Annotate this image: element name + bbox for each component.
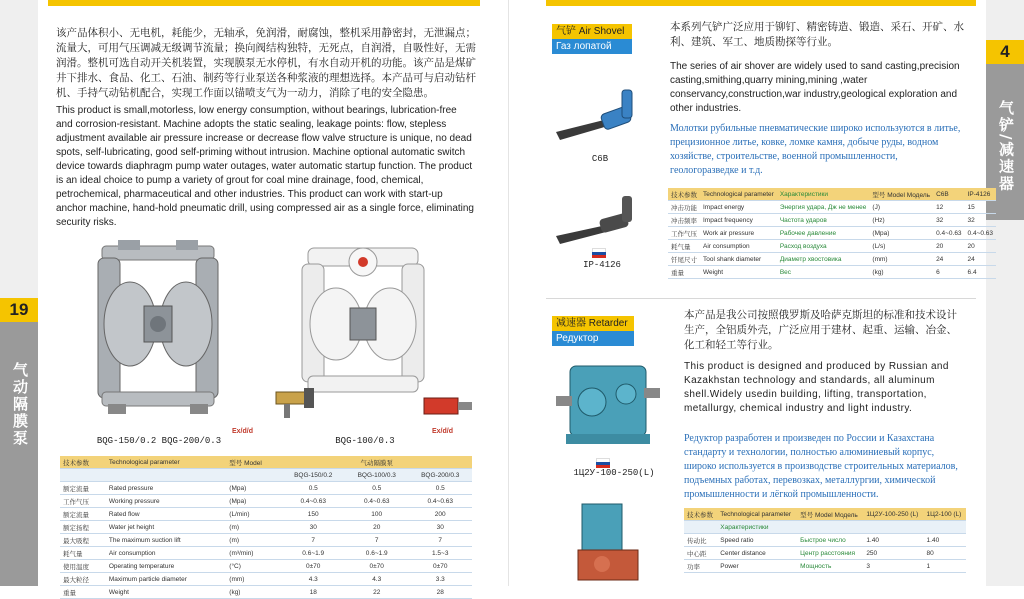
table-row: 传动比 Speed ratio Быстрое число 1.40 1.40 — [684, 534, 966, 547]
table-header-cell: Характеристики — [777, 188, 870, 201]
spine-divider — [508, 0, 509, 586]
table-row: 额定流量 Rated flow (L/min) 150 100 200 — [60, 508, 472, 521]
retarder-cn-text: 本产品是我公司按照俄罗斯及哈萨克斯坦的标准和技术设计生产，全铝质外壳，广泛应用于建材、起重、运输、冶金、化工和轻工等行业。 — [684, 309, 957, 351]
table-row: 重量 Weight Вес (kg) 6 6.4 — [668, 266, 996, 279]
table-row: 最大吸程 The maximum suction lift (m) 7 7 7 — [60, 534, 472, 547]
table-row: 功率 Power Мощность 3 1 — [684, 560, 966, 573]
table-row: 耗气量 Air consumption (m³/min) 0.6~1.9 0.6~1.9 1.5~3 — [60, 547, 472, 560]
table-header-cell: BQG-100/0.3 — [345, 469, 409, 482]
table-row: 中心距 Center distance Центр расстояния 250 80 — [684, 547, 966, 560]
table-row: 钎尾尺寸 Tool shank diameter Диаметр хвостовика (mm) 24 24 — [668, 253, 996, 266]
table-row: 重量 Weight (kg) 18 22 28 — [60, 586, 472, 599]
left-top-bar — [48, 0, 480, 6]
retarder-spec-table — [684, 508, 966, 586]
table-header-cell: 技术参数 — [60, 456, 106, 469]
table-header-cell: 型号 Model — [226, 456, 281, 469]
table-row: 工作气压 Working pressure (Mpa) 0.4~0.63 0.4~0.63 0.4~0.63 — [60, 495, 472, 508]
retarder-ru-text: Редуктор разработен и произведен по России и Казахстана стандарту и технологии, полностью алюминиевый корпус, широко используется в производстве строительных материалов, подъемных работах, перевозках, металлургии, химической промышленности и лёгкой промышленности. — [684, 433, 958, 500]
table-row: 冲击功能 Impact energy Энергия удара, Дж не менее (J) 12 15 — [668, 201, 996, 214]
table-header-cell: Technological parameter — [717, 508, 797, 521]
table-row: 额定扬程 Water jet height (m) 30 20 30 — [60, 521, 472, 534]
table-row: 额定流量 Rated pressure (Mpa) 0.5 0.5 0.5 — [60, 482, 472, 495]
table-header-cell: BQG-150/0.2 — [281, 469, 345, 482]
table-row: 使用温度 Operating temperature (°C) 0±70 0±70 0±70 — [60, 560, 472, 573]
air-shovel-c6b-image — [552, 84, 648, 146]
metal-pump-caption: BQG-150/0.2 BQG-200/0.3 — [96, 436, 222, 446]
right-page-number: 4 — [986, 40, 1024, 64]
c6b-caption: C6B — [591, 154, 609, 164]
table-header-cell: BQG-200/0.3 — [408, 469, 472, 482]
retarder-tag: 减速器 Retarder Редуктор — [552, 316, 634, 346]
left-page-number: 19 — [0, 298, 38, 322]
table-header-cell: C6B — [933, 188, 964, 201]
retarder-caption: 1Ц2У-100-250(L) — [573, 468, 655, 478]
left-cn-text: 该产品体积小、无电机，耗能少，无轴承，免润滑，耐腐蚀，整机采用静密封，无泄漏点；流量大，可用气压调减无级调节流量；换向阀结构独特，无死点，自润滑，自吸性好，无需润滑。整机可选自动开关机装置，实现膜泵无水停机，有水自动开机的功能。该产品是煤矿井下排水、食品、化工、石油、制药等行业泵送各种浆液的理想选择。本产品可与启动钻杆机、手持气动钻机配合，实现工作面以锚喷支气为一动力，消除了电的安全隐患。 — [56, 27, 476, 99]
section-divider — [546, 298, 976, 299]
switch-accessory-image — [420, 392, 474, 426]
air-shovel-en-text: The series of air shover are widely used to sand casting,precision casting,smithing,quarry mining,mining ,water conservancy,construction,war industry,geological exploration and other industries. — [670, 61, 960, 114]
table-header-cell: 型号 Model Модель — [797, 508, 863, 521]
table-row: 冲击频率 Impact frequency Частота ударов (Hz) 32 32 — [668, 214, 996, 227]
right-margin — [986, 0, 1024, 586]
retarder-image — [556, 352, 660, 452]
ex-cert-badge-2: Ex/d/d — [432, 428, 454, 435]
plastic-pump-caption: BQG-100/0.3 — [335, 436, 395, 446]
table-header-cell: 技术参数 — [668, 188, 700, 201]
table-header-cell: 气动隔膜泵 — [281, 456, 472, 469]
ex-cert-badge-1: Ex/d/d — [232, 428, 254, 435]
retarder-en-text: This product is designed and produced by Russian and Kazakhstan technology and standards, all aluminum shell.Widely usedin building, lifting, transportation, metallurgy, chemical industry and light industry. — [684, 361, 949, 414]
russian-flag-icon — [592, 248, 606, 257]
air-shovel-ru-text: Молотки рубильные пневматические широко используются в литье, прецизионное литье, ковке, ломке камня, добыче руды, водном хозяйстве, строительстве, военной промышленности, геологоразведке и т.д. — [670, 123, 961, 176]
table-row: 最大粒径 Maximum particle diameter (mm) 4.3 4.3 3.3 — [60, 573, 472, 586]
left-side-title: 气动隔膜泵 — [11, 362, 29, 447]
table-header-cell: IP-4126 — [965, 188, 996, 201]
right-top-bar — [546, 0, 976, 6]
table-header-cell: 1Ц2-100 (L) — [924, 508, 966, 521]
table-header-cell: 1Ц2У-100-250 (L) — [863, 508, 923, 521]
valve-accessory-image — [270, 378, 320, 422]
right-side-title: 气铲/减速器 — [997, 100, 1015, 193]
air-shovel-spec-table — [668, 188, 994, 284]
air-shovel-ip4126-image — [552, 190, 648, 248]
pump-spec-table — [60, 456, 472, 597]
left-margin — [0, 0, 38, 586]
left-en-text: This product is small,motorless, low energy consumption, without bearings, lubrication-free and corrosion-resistant. Machine adopts the static sealing, leakage points: flow, stepless adjustment available air pressure increase or decrease flow valve structure is unique, no dead spots, self-lubricating, good self-priming without intrusion. Machine optional automatic switch device towards diaphragm pump water outages, water automatic startup function. The product is an ideal choice to pump a variety of grout for coal mine drainage, food, chemical, petrochemical, pharmaceutical and other industries. This product can work with start-up anchor machine, hand-hold pneumatic drill, using compressed air as a single force, eliminating security risks. — [56, 105, 474, 228]
table-header-cell: 技术参数 — [684, 508, 717, 521]
air-shovel-cn-text: 本系列气铲广泛应用于铆钉、精密铸造、锻造、采石、开矿、水利、建筑、军工、地质勘探等行业。 — [670, 21, 964, 48]
russian-flag-icon — [596, 458, 610, 467]
air-shovel-tag: 气铲 Air Shovel Газ лопатой — [552, 24, 632, 54]
table-row: 工作气压 Work air pressure Рабочее давление (Mpa) 0.4~0.63 0.4~0.63 — [668, 227, 996, 240]
plastic-pump-image — [292, 240, 434, 400]
table-header-cell: Technological parameter — [700, 188, 777, 201]
table-row: 耗气量 Air consumption Расход воздуха (L/s) 20 20 — [668, 240, 996, 253]
table-header-cell: Technological parameter — [106, 456, 226, 469]
ip4126-caption: IP-4126 — [583, 260, 621, 270]
retarder-image-2 — [572, 494, 648, 586]
metal-pump-image — [88, 240, 228, 415]
table-header-cell: Характеристики — [717, 521, 797, 534]
table-header-cell: 型号 Model Модель — [869, 188, 933, 201]
